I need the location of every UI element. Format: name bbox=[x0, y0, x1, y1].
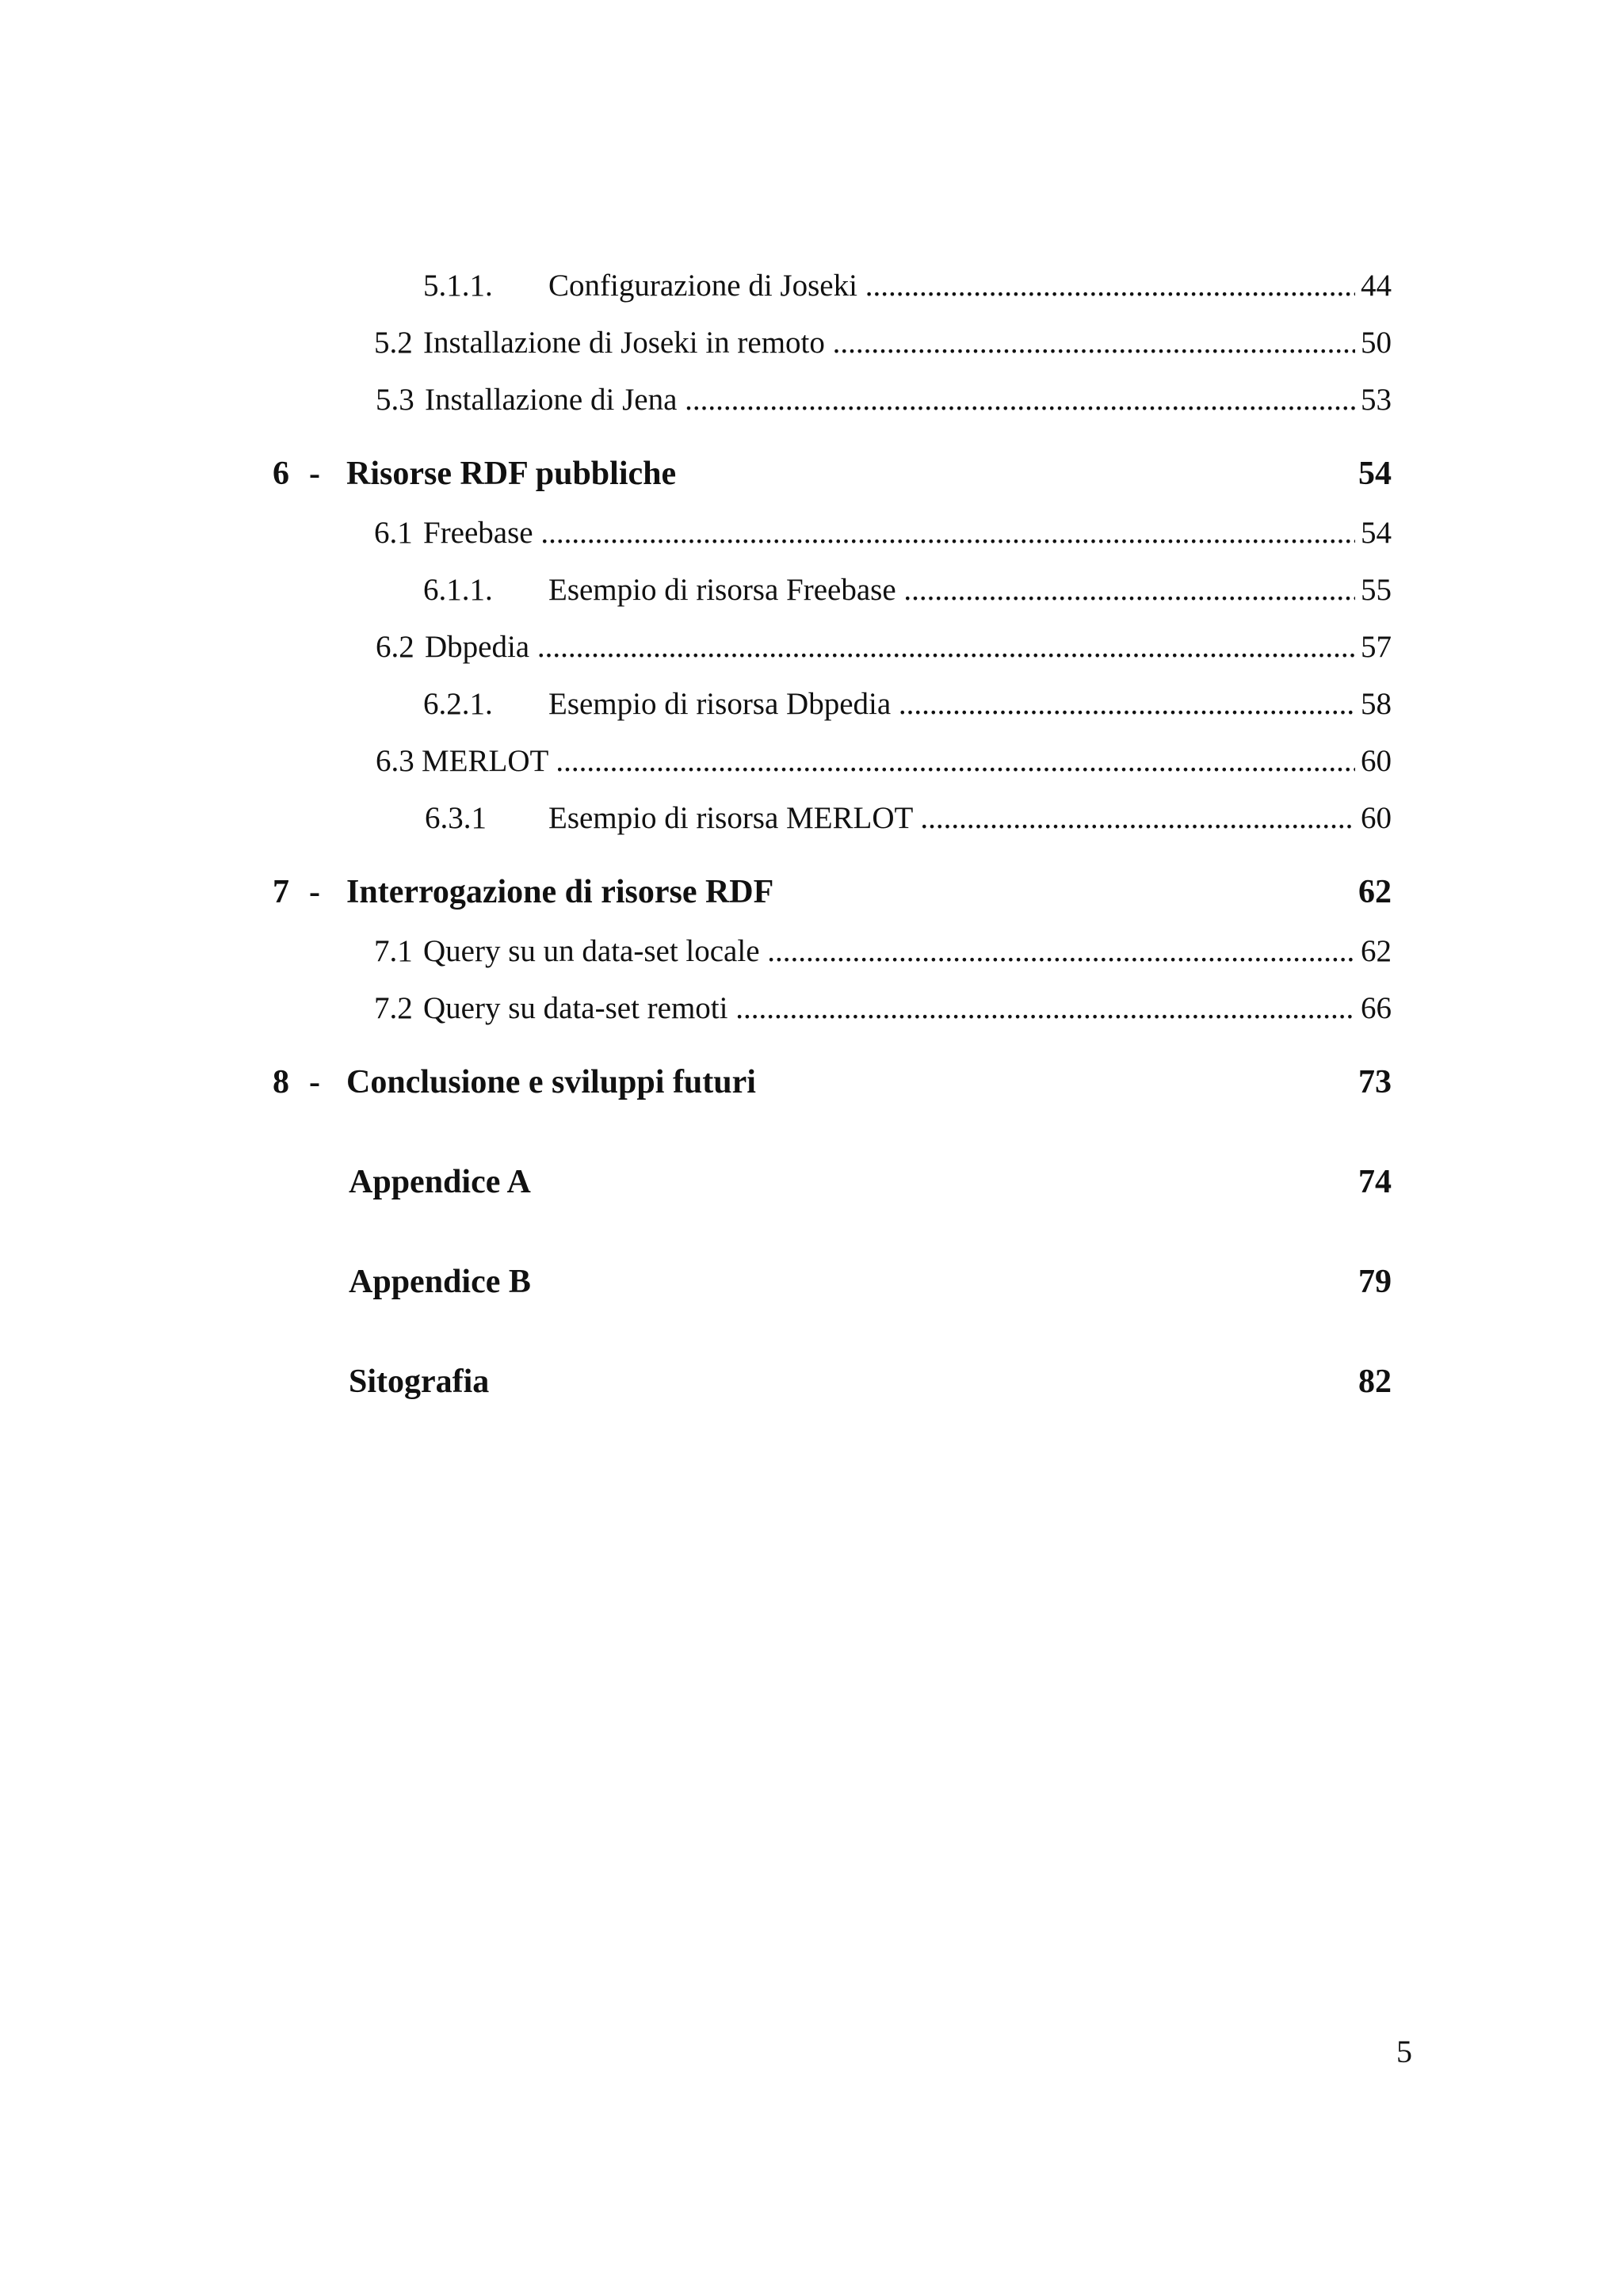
toc-chapter-dash: - bbox=[309, 1064, 320, 1100]
toc-entry-page: 54 bbox=[1361, 516, 1392, 550]
toc-entry-title: Dbpedia ..... bbox=[425, 629, 1355, 665]
toc-entry-title: Installazione di Joseki in remoto ..... bbox=[423, 325, 1355, 360]
toc-entry-number: 6.2 bbox=[376, 630, 414, 664]
toc-chapter-page: 62 bbox=[1358, 874, 1392, 910]
toc-chapter-number: 6 bbox=[273, 456, 289, 492]
toc-entry-number: 6.2.1. bbox=[423, 687, 493, 721]
toc-entry-number: 5.3 bbox=[376, 383, 414, 417]
toc-entry-title: Esempio di risorsa Dbpedia ..... bbox=[548, 686, 1355, 722]
toc-entry-page: 57 bbox=[1361, 630, 1392, 664]
toc-entry-page: 60 bbox=[1361, 801, 1392, 835]
toc-entry-title: Installazione di Jena ..... bbox=[425, 382, 1355, 418]
toc-chapter-title: Conclusione e sviluppi futuri bbox=[346, 1064, 756, 1100]
toc-entry-title: MERLOT ..... bbox=[422, 743, 1355, 779]
toc-chapter-title: Interrogazione di risorse RDF bbox=[346, 874, 774, 910]
toc-entry-number: 6.3.1 bbox=[425, 801, 487, 835]
toc-entry-number: 6.1.1. bbox=[423, 573, 493, 607]
toc-entry-number: 6.1 bbox=[374, 516, 413, 550]
toc-entry-title: Query su un data-set locale ..... bbox=[423, 933, 1355, 969]
toc-entry-number: 7.1 bbox=[374, 934, 413, 968]
toc-entry-title: Query su data-set remoti ..... bbox=[423, 990, 1355, 1026]
toc-chapter-dash: - bbox=[309, 456, 320, 492]
toc-entry-number: 7.2 bbox=[374, 991, 413, 1025]
toc-chapter-dash: - bbox=[309, 874, 320, 910]
toc-chapter-number: 8 bbox=[273, 1064, 289, 1100]
toc-chapter-title: Risorse RDF pubbliche bbox=[346, 456, 677, 492]
toc-entry-title: Esempio di risorsa Freebase ..... bbox=[548, 572, 1355, 608]
toc-entry-page: 58 bbox=[1361, 687, 1392, 721]
toc-appendix-page: 82 bbox=[1358, 1363, 1392, 1400]
toc-entry-page: 62 bbox=[1361, 934, 1392, 968]
toc-entry-number: 5.2 bbox=[374, 326, 413, 360]
toc-entry-page: 66 bbox=[1361, 991, 1392, 1025]
toc-entry-title: Esempio di risorsa MERLOT ..... bbox=[548, 800, 1355, 836]
toc-appendix-page: 74 bbox=[1358, 1164, 1392, 1200]
toc-entry-page: 55 bbox=[1361, 573, 1392, 607]
toc-appendix-title: Appendice B bbox=[349, 1264, 531, 1300]
toc-appendix-title: Appendice A bbox=[349, 1164, 531, 1200]
toc-entry-page: 60 bbox=[1361, 744, 1392, 778]
toc-entry-number: 5.1.1. bbox=[423, 269, 493, 303]
toc-chapter-number: 7 bbox=[273, 874, 289, 910]
toc-entry-title: Freebase ..... bbox=[423, 515, 1355, 551]
toc-appendix-title: Sitografia bbox=[349, 1363, 490, 1400]
toc-entry-page: 44 bbox=[1361, 269, 1392, 303]
toc-entry-page: 50 bbox=[1361, 326, 1392, 360]
toc-entry-page: 53 bbox=[1361, 383, 1392, 417]
toc-entry-number: 6.3 bbox=[376, 744, 414, 778]
toc-chapter-page: 54 bbox=[1358, 456, 1392, 492]
toc-appendix-page: 79 bbox=[1358, 1264, 1392, 1300]
toc-entry-title: Configurazione di Joseki ..... bbox=[548, 268, 1355, 303]
page-number: 5 bbox=[1396, 2034, 1412, 2069]
toc-chapter-page: 73 bbox=[1358, 1064, 1392, 1100]
